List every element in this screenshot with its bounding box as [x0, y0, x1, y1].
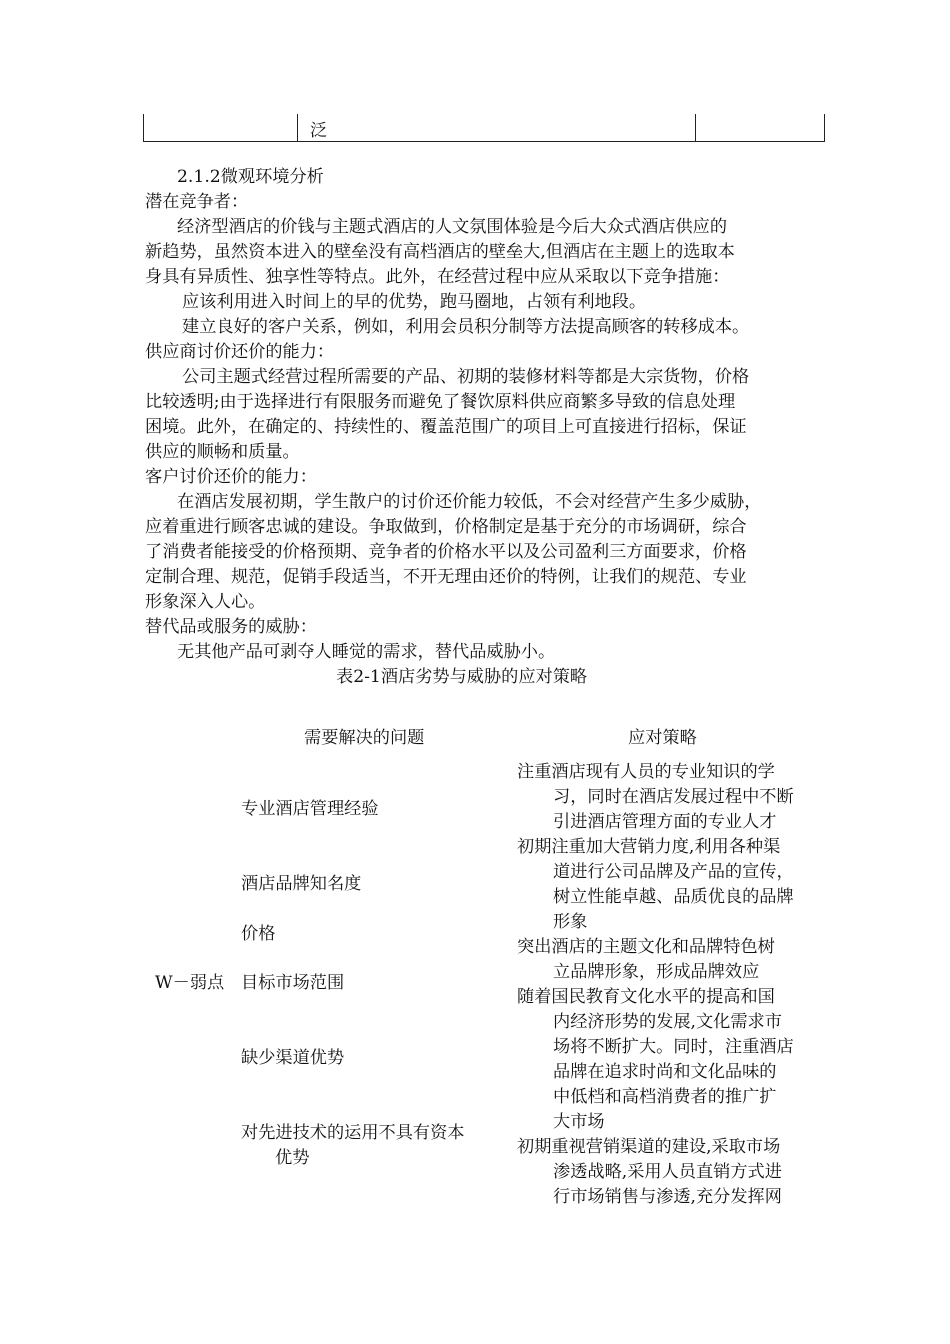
strategy-line: 随着国民教育文化水平的提高和国	[517, 987, 775, 1007]
strategy-line: 引进酒店管理方面的专业人才	[553, 812, 777, 832]
paragraph-line: 身具有异质性、独享性等特点。此外，在经营过程中应从采取以下竞争措施：	[145, 267, 730, 287]
strategy-line: 立品牌形象，形成品牌效应	[553, 962, 760, 982]
paragraph-line: 公司主题式经营过程所需要的产品、初期的装修材料等都是大宗货物，价格	[182, 367, 750, 387]
paragraph-line: 无其他产品可剥夺人睡觉的需求，替代品威胁小。	[177, 642, 556, 662]
section-heading: 2.1.2微观环境分析	[177, 167, 324, 187]
strategy-line: 渗透战略,采用人员直销方式进	[553, 1162, 782, 1182]
strategy-line: 道进行公司品牌及产品的宣传，	[553, 862, 794, 882]
strategy-line: 初期重视营销渠道的建设,采取市场	[517, 1137, 781, 1157]
problem-item: 优势	[275, 1148, 310, 1168]
problem-item: 酒店品牌知名度	[241, 874, 362, 894]
strategy-line: 大市场	[553, 1112, 605, 1132]
paragraph-line: 供应的顺畅和质量。	[145, 442, 300, 462]
paragraph-line: 应该利用进入时间上的早的优势，跑马圈地，占领有利地段。	[182, 292, 647, 312]
problem-item: 专业酒店管理经验	[241, 799, 379, 819]
strategy-line: 品牌在追求时尚和文化品味的	[553, 1062, 777, 1082]
category-label: W－弱点	[155, 973, 225, 993]
table-cell-text: 泛	[310, 121, 327, 141]
paragraph-line: 建立良好的客户关系，例如，利用会员积分制等方法提高顾客的转移成本。	[182, 317, 750, 337]
table-fragment	[143, 114, 825, 142]
strategy-line: 形象	[553, 912, 588, 932]
table-cell	[144, 114, 298, 141]
column-header-problem: 需要解决的问题	[304, 728, 425, 748]
paragraph-heading: 潜在竞争者：	[145, 192, 249, 212]
paragraph-line: 定制合理、规范，促销手段适当，不开无理由还价的特例，让我们的规范、专业	[145, 567, 747, 587]
strategy-line: 注重酒店现有人员的专业知识的学	[517, 762, 775, 782]
problem-item: 对先进技术的运用不具有资本	[241, 1123, 465, 1143]
strategy-line: 树立性能卓越、品质优良的品牌	[553, 887, 794, 907]
problem-item: 缺少渠道优势	[241, 1048, 345, 1068]
strategy-line: 初期注重加大营销力度,利用各种渠	[517, 837, 781, 857]
strategy-line: 内经济形势的发展,文化需求市	[553, 1012, 782, 1032]
paragraph-heading: 供应商讨价还价的能力：	[145, 342, 335, 362]
paragraph-heading: 客户讨价还价的能力：	[145, 467, 317, 487]
strategy-line: 中低档和高档消费者的推广扩	[553, 1087, 777, 1107]
paragraph-line: 了消费者能接受的价格预期、竞争者的价格水平以及公司盈利三方面要求，价格	[145, 542, 747, 562]
problem-item: 价格	[241, 924, 276, 944]
problem-item: 目标市场范围	[241, 973, 345, 993]
column-header-strategy: 应对策略	[628, 728, 697, 748]
paragraph-line: 比较透明;由于选择进行有限服务而避免了餐饮原料供应商繁多导致的信息处理	[145, 392, 736, 412]
paragraph-line: 形象深入人心。	[145, 592, 266, 612]
paragraph-line: 在酒店发展初期，学生散户的讨价还价能力较低，不会对经营产生多少威胁，	[177, 492, 762, 512]
paragraph-line: 新趋势，虽然资本进入的壁垒没有高档酒店的壁垒大,但酒店在主题上的选取本	[145, 242, 735, 262]
strategy-line: 行市场销售与渗透,充分发挥网	[553, 1187, 782, 1207]
strategy-line: 场将不断扩大。同时，注重酒店	[553, 1037, 794, 1057]
table-cell	[298, 114, 696, 141]
paragraph-line: 应着重进行顾客忠诚的建设。争取做到，价格制定是基于充分的市场调研，综合	[145, 517, 747, 537]
strategy-line: 习，同时在酒店发展过程中不断	[553, 787, 794, 807]
paragraph-heading: 替代品或服务的威胁：	[145, 617, 317, 637]
strategy-line: 突出酒店的主题文化和品牌特色树	[517, 937, 775, 957]
paragraph-line: 经济型酒店的价钱与主题式酒店的人文氛围体验是今后大众式酒店供应的	[177, 217, 728, 237]
paragraph-line: 困境。此外，在确定的、持续性的、覆盖范围广的项目上可直接进行招标，保证	[145, 417, 747, 437]
table-caption: 表2-1酒店劣势与威胁的应对策略	[336, 667, 588, 687]
